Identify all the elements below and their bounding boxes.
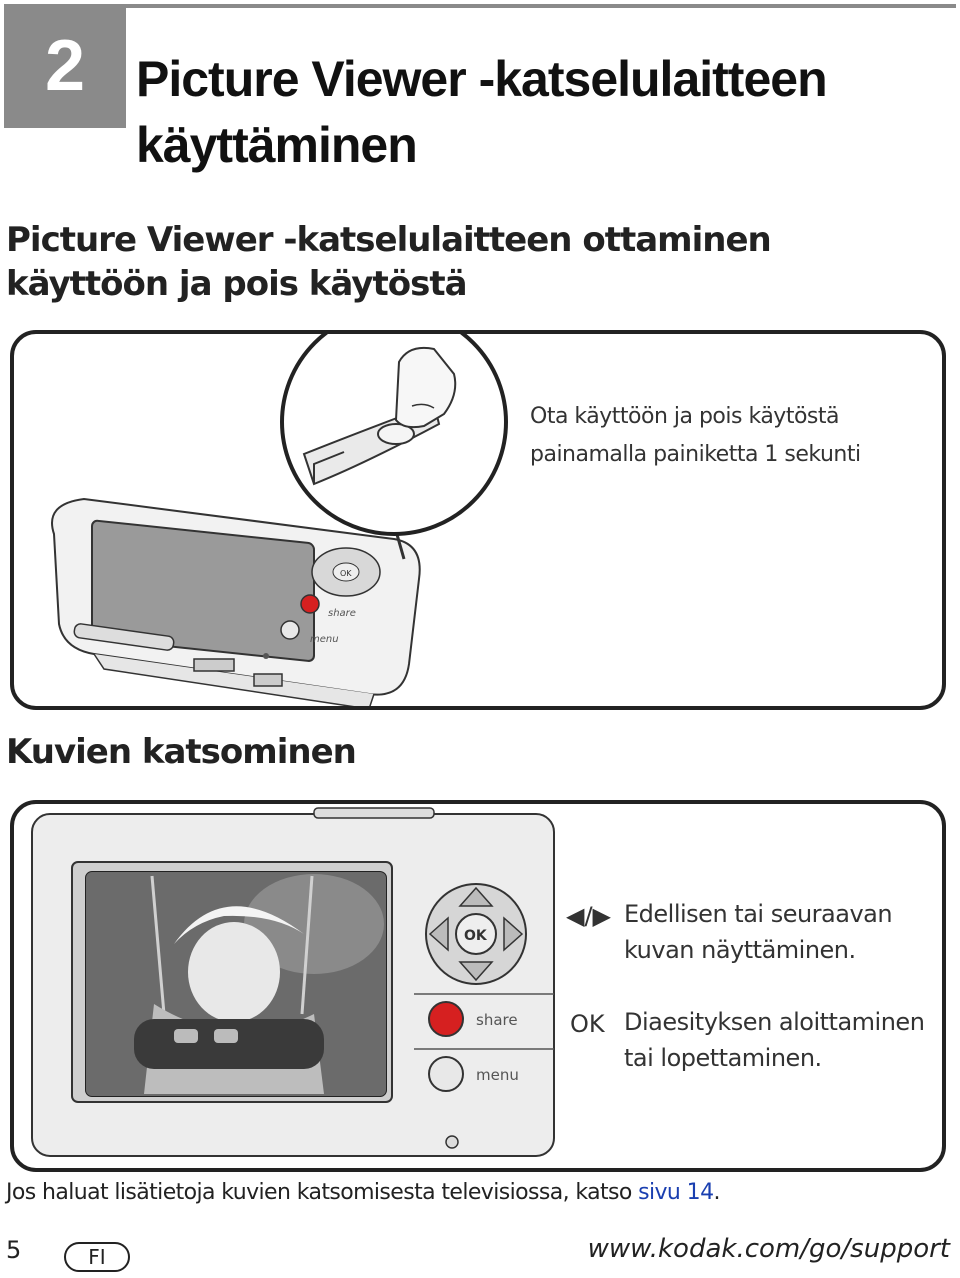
- magnified-power-button: [282, 334, 506, 559]
- legend-key-arrows: ◀/▶: [566, 902, 611, 930]
- sensor-icon: [446, 1136, 458, 1148]
- legend-arrows-line2: kuvan näyttäminen.: [624, 936, 856, 964]
- power-caption-line1: Ota käyttöön ja pois käytöstä: [530, 404, 839, 429]
- legend-ok-line2: tai lopettaminen.: [624, 1044, 822, 1072]
- share-button-icon-large: [429, 1002, 463, 1036]
- svg-text:share: share: [328, 608, 356, 619]
- viewer-front-illustration: [14, 804, 942, 1168]
- support-url[interactable]: www.kodak.com/go/support: [587, 1234, 950, 1264]
- legend-arrows-line1: Edellisen tai seuraavan: [624, 900, 893, 928]
- viewing-illustration-frame: [10, 800, 946, 1172]
- language-badge: FI: [64, 1242, 130, 1272]
- page-link[interactable]: sivu 14: [638, 1180, 714, 1205]
- viewer-side-illustration: [14, 334, 942, 706]
- chapter-title: Picture Viewer -katselulaitteen käyttäminen: [136, 51, 827, 173]
- page-number: 5: [6, 1236, 22, 1264]
- menu-button-icon-large: [429, 1057, 463, 1091]
- section-title-viewing: Kuvien katsominen: [6, 732, 356, 772]
- power-caption-line2: painamalla painiketta 1 sekunti: [530, 442, 861, 467]
- chapter-number: 2: [4, 4, 126, 128]
- svg-text:OK: OK: [340, 569, 352, 578]
- section-title-power: Picture Viewer -katselulaitteen ottaminen käyttöön ja pois käytöstä: [6, 220, 771, 304]
- dpad-icon: [312, 548, 380, 596]
- legend-ok-line1: Diaesityksen aloittaminen: [624, 1008, 925, 1036]
- power-illustration-frame: [10, 330, 946, 710]
- share-button-icon: [301, 595, 319, 613]
- baby-photo-image: [86, 872, 386, 1096]
- menu-button-icon: [281, 621, 299, 639]
- svg-text:OK: OK: [464, 928, 487, 944]
- svg-text:share: share: [476, 1011, 518, 1029]
- footnote: Jos haluat lisätietoja kuvien katsomisesta televisiossa, katso sivu 14.: [6, 1180, 720, 1205]
- dpad-icon-large: [426, 884, 526, 984]
- svg-text:menu: menu: [310, 634, 339, 645]
- svg-text:menu: menu: [476, 1066, 519, 1084]
- legend-key-ok: OK: [570, 1010, 605, 1038]
- viewer-device-front: [32, 808, 554, 1156]
- header-rule: [126, 4, 956, 8]
